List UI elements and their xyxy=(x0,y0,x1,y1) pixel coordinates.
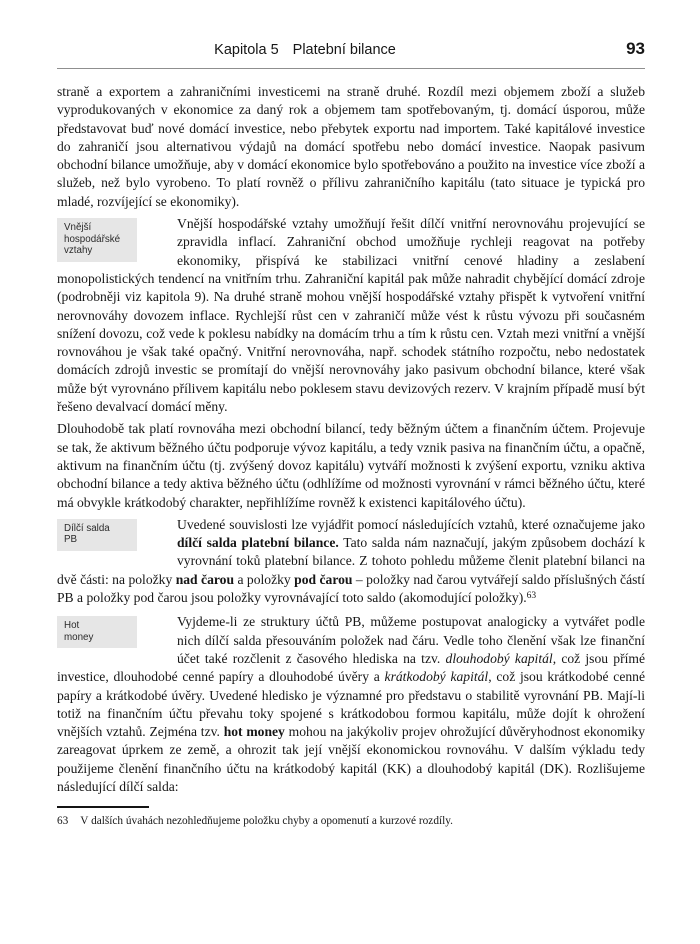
margin-note-line: Vnější xyxy=(64,222,92,234)
text-segment: Tato salda nám naznačují, jakým způsobem dochází k vyrovnání toků platební bilance. Z tohoto pohledu můžeme členit platební bilanci na dvě části: na položky xyxy=(57,535,645,587)
text-segment: , což jsou krátkodobé cenné papíry a krátkodobé úvěry. Uvedené hledisko je významné pro představu o stabilitě vyrovnání PB. Mají-li totiž na finančním účtu převahu toky spojené s krátkodobou formou kapitálu, může dojít k ohrožení vnějších vztahů. Zejména tzv. xyxy=(57,669,645,740)
margin-note xyxy=(57,616,137,648)
paragraph-1 xyxy=(57,83,645,211)
footnote xyxy=(57,814,645,828)
margin-note xyxy=(57,218,137,262)
footnote-text: V dalších úvahách nezohledňujeme položku chyby a opomenutí a kurzové rozdíly. xyxy=(80,815,453,828)
text-segment: Vyjdeme-li ze struktury účtů PB, můžeme postupovat analogicky a vytvářet podle nich dílčí salda přesouváním položek nad čáru. Vedle toho členění však lze finanční účet také rozčlenit z časového hlediska na tzv. xyxy=(177,614,645,666)
chapter-name: Platební bilance xyxy=(292,42,396,58)
margin-note-line: money xyxy=(64,631,94,643)
paragraph-5 xyxy=(57,613,645,796)
paragraph-3 xyxy=(57,420,645,511)
text-segment: Uvedené souvislosti lze vyjádřit pomocí následujících vztahů, které označujeme jako xyxy=(177,516,645,532)
text-segment: , což jsou přímé investice, dlouhodobé cenné papíry a dlouhodobé úvěry a xyxy=(57,650,645,685)
margin-note xyxy=(57,519,137,551)
page-body xyxy=(57,83,645,796)
text-segment: dlouhodobý kapitál xyxy=(445,650,553,666)
margin-note-line: vztahy xyxy=(64,245,93,257)
text-segment: nad čarou xyxy=(175,571,235,587)
header-rule xyxy=(57,68,645,69)
text-segment: Vnější hospodářské vztahy umožňují řešit dílčí vnitřní nerovnováhu projevující se zpravidla inflací. Zahraniční obchod umožňuje rychleji reagovat na potřeby ekonomiky, přispívá ke stabilizaci vnitřní cenové hladiny a zeslabení monopolistických tendencí na vnitřním trhu. Zahraniční kapitál pak může nahradit chybějící domácí zdroje (podrobněji viz kapitola 9). Na druhé straně mohou vnější hospodářské vztahy přispět k vytvoření vnitřní nerovnováhy dovozem inflace. Rychlejší růst cen v zahraničí může vést k růstu vývozu při současném snížení dovozu, což vede k poklesu nabídky na domácím trhu a tím k růstu cen. Vztah mezi vnitřní a vnější rovnováhou je však také opačný. Vnitřní nerovnováha, např. schodek státního rozpočtu, nebo nedostatek domácích zdrojů investic se promítají do vnější nerovnováhy jako pasivum obchodní bilance, které však může být vyrovnáno přílivem kapitálu nebo poklesem stavu devizových rezerv. V krajním případě musí být řešeno devalvací domácí měny. xyxy=(57,216,645,415)
text-segment: straně a exportem a zahraničními investicemi na straně druhé. Rozdíl mezi objemem zboží a služeb vyprodukovaných v ekonomice za daný rok a objemem tam spotřebovaným, tj. domácí úsporou, může představovat buď nové domácí investice, nebo přebytek exportu nad importem. Také kapitálové investice do zahraničí jsou alternativou výdajů na domácí spotřebu nebo domácí investice. Naopak pasivum obchodní bilance umožňuje, aby v domácí ekonomice bylo spotřebováno a použito na investice více zboží a služeb, než bylo vyrobeno. To platí rovněž o přílivu zahraničního kapitálu (tato situace je typická pro mladé, rozvíjející se ekonomiky). xyxy=(57,84,645,209)
text-segment: Dlouhodobě tak platí rovnováha mezi obchodní bilancí, tedy běžným účtem a finančním účtem. Projevuje se tak, že aktivum běžného účtu podporuje vývoz kapitálu, a tedy vznik pasiva na finančním účtu, a opačně, aktivum na finančním účtu (tj. zvýšený dovoz kapitálu) vytváří možnosti k zvýšení exportu, vzniku aktiva obchodní bilance a tedy aktiva běžného účtu (odhlížíme od možnosti vyrovnání v rámci běžného účtu, které má obvykle krátkodobý charakter, nepřihlížíme rovněž k existenci kapitálového účtu). xyxy=(57,421,645,510)
footnote-marker: 63 xyxy=(57,815,69,828)
paragraph-2 xyxy=(57,215,645,416)
paragraph-4 xyxy=(57,516,645,609)
margin-note-line: Dílčí salda xyxy=(64,522,110,534)
text-segment: hot money xyxy=(223,724,285,740)
text-segment: pod čarou xyxy=(294,571,353,587)
chapter-heading xyxy=(57,42,645,58)
margin-note-line: PB xyxy=(64,534,78,546)
footnote-ref: 63 xyxy=(526,590,537,601)
margin-note-line: Hot xyxy=(64,620,80,632)
text-segment: a položky xyxy=(234,571,295,587)
text-segment: mohou na jakýkoliv projev ohrožující důvěryhodnost ekonomiky zareagovat úprkem ze země, a ohrozit tak její vnější ekonomickou rovnováhu. V dalším výkladu tedy použijeme členění finančního účtu na krátkodobý kapitál (KK) a dlouhodobý kapitál (DK). Rozlišujeme následující dílčí salda: xyxy=(57,724,645,794)
page-header xyxy=(57,39,645,62)
text-segment: dílčí salda platební bilance. xyxy=(177,535,339,551)
text-segment: krátkodobý kapitál xyxy=(384,669,489,685)
footnote-area xyxy=(57,806,645,828)
text-segment: – položky nad čarou vytvářejí saldo příslušných částí PB a položky pod čarou jsou položky vyrovnávající toto saldo (akomodující položky). xyxy=(57,571,645,606)
page-number: 93 xyxy=(626,39,645,58)
margin-note-line: hospodářské xyxy=(64,233,121,245)
footnote-rule xyxy=(57,806,149,808)
chapter-label: Kapitola 5 xyxy=(214,42,279,58)
